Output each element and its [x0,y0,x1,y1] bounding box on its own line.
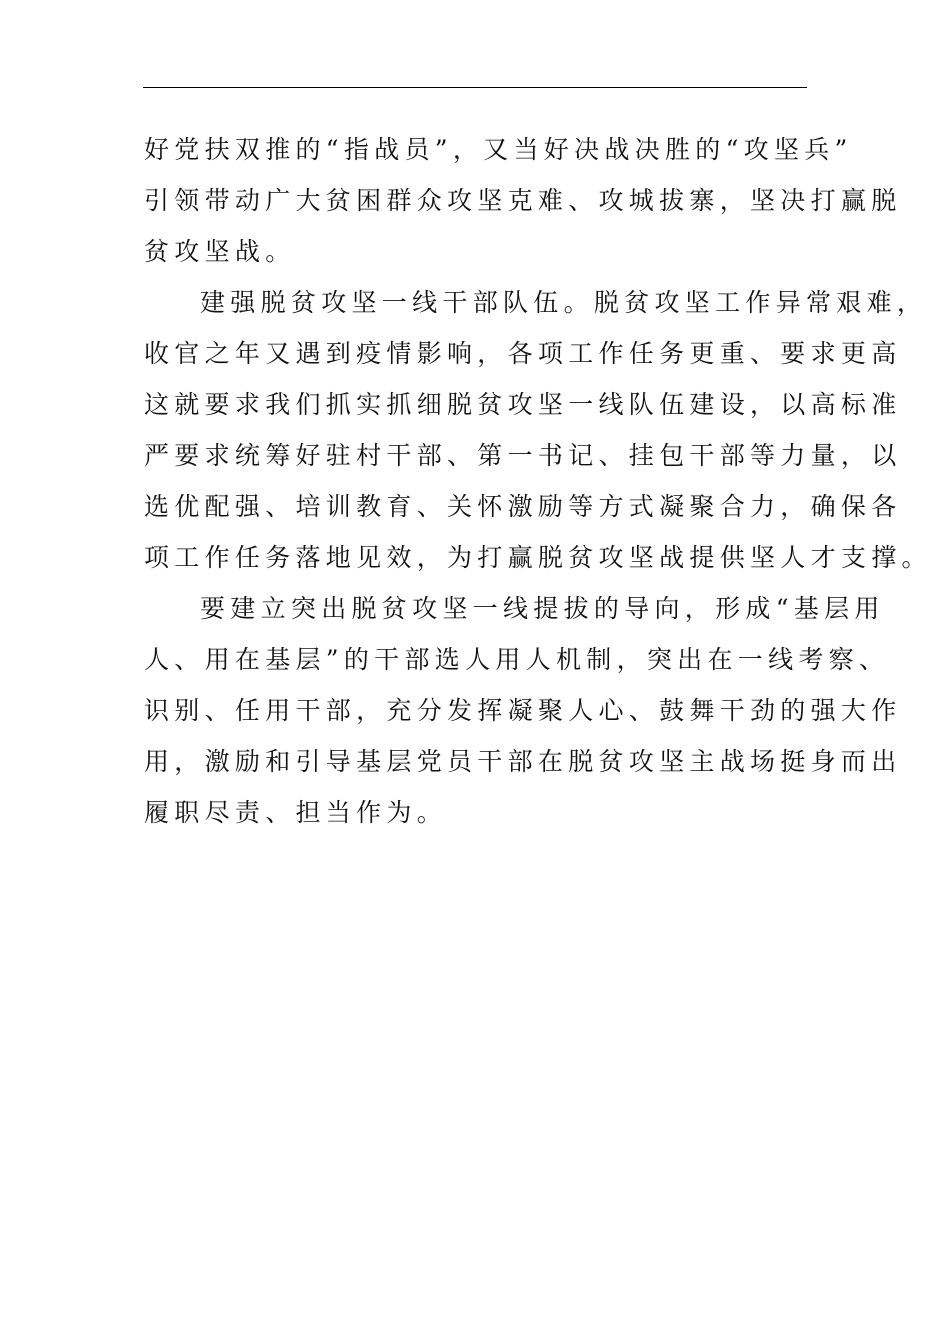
text-line: 贫攻坚战。 [144,237,296,266]
text-line: 项工作任务落地见效，为打赢脱贫攻坚战提供坚人才支撑。 [144,543,932,572]
text-line: 严要求统筹好驻村干部、第一书记、挂包干部等力量，以 [144,441,902,470]
text-line: 引领带动广大贫困群众攻坚克难、攻城拔寨，坚决打赢脱 [144,186,902,215]
text-line: 建强脱贫攻坚一线干部队伍。脱贫攻坚工作异常艰难， [200,288,928,317]
header-rule [143,87,807,88]
text-line: 用，激励和引导基层党员干部在脱贫攻坚主战场挺身而出 [144,747,902,776]
text-line: 人、用在基层”的干部选人用人机制，突出在一线考察、 [144,645,890,674]
text-line: 履职尽责、担当作为。 [144,798,448,827]
paragraph-1 [144,124,902,277]
paragraph-3 [144,583,902,838]
text-line: 好党扶双推的“指战员”，又当好决战决胜的“攻坚兵” [144,135,853,164]
text-line: 识别、任用干部，充分发挥凝聚人心、鼓舞干劲的强大作 [144,696,902,725]
text-line: 选优配强、培训教育、关怀激励等方式凝聚合力，确保各 [144,492,902,521]
text-line: 要建立突出脱贫攻坚一线提拔的导向，形成“基层用 [200,594,885,623]
body-text [144,124,932,838]
text-line: 收官之年又遇到疫情影响，各项工作任务更重、要求更高 [144,339,902,368]
text-line: 这就要求我们抓实抓细脱贫攻坚一线队伍建设，以高标准 [144,390,902,419]
paragraph-2 [144,277,932,583]
